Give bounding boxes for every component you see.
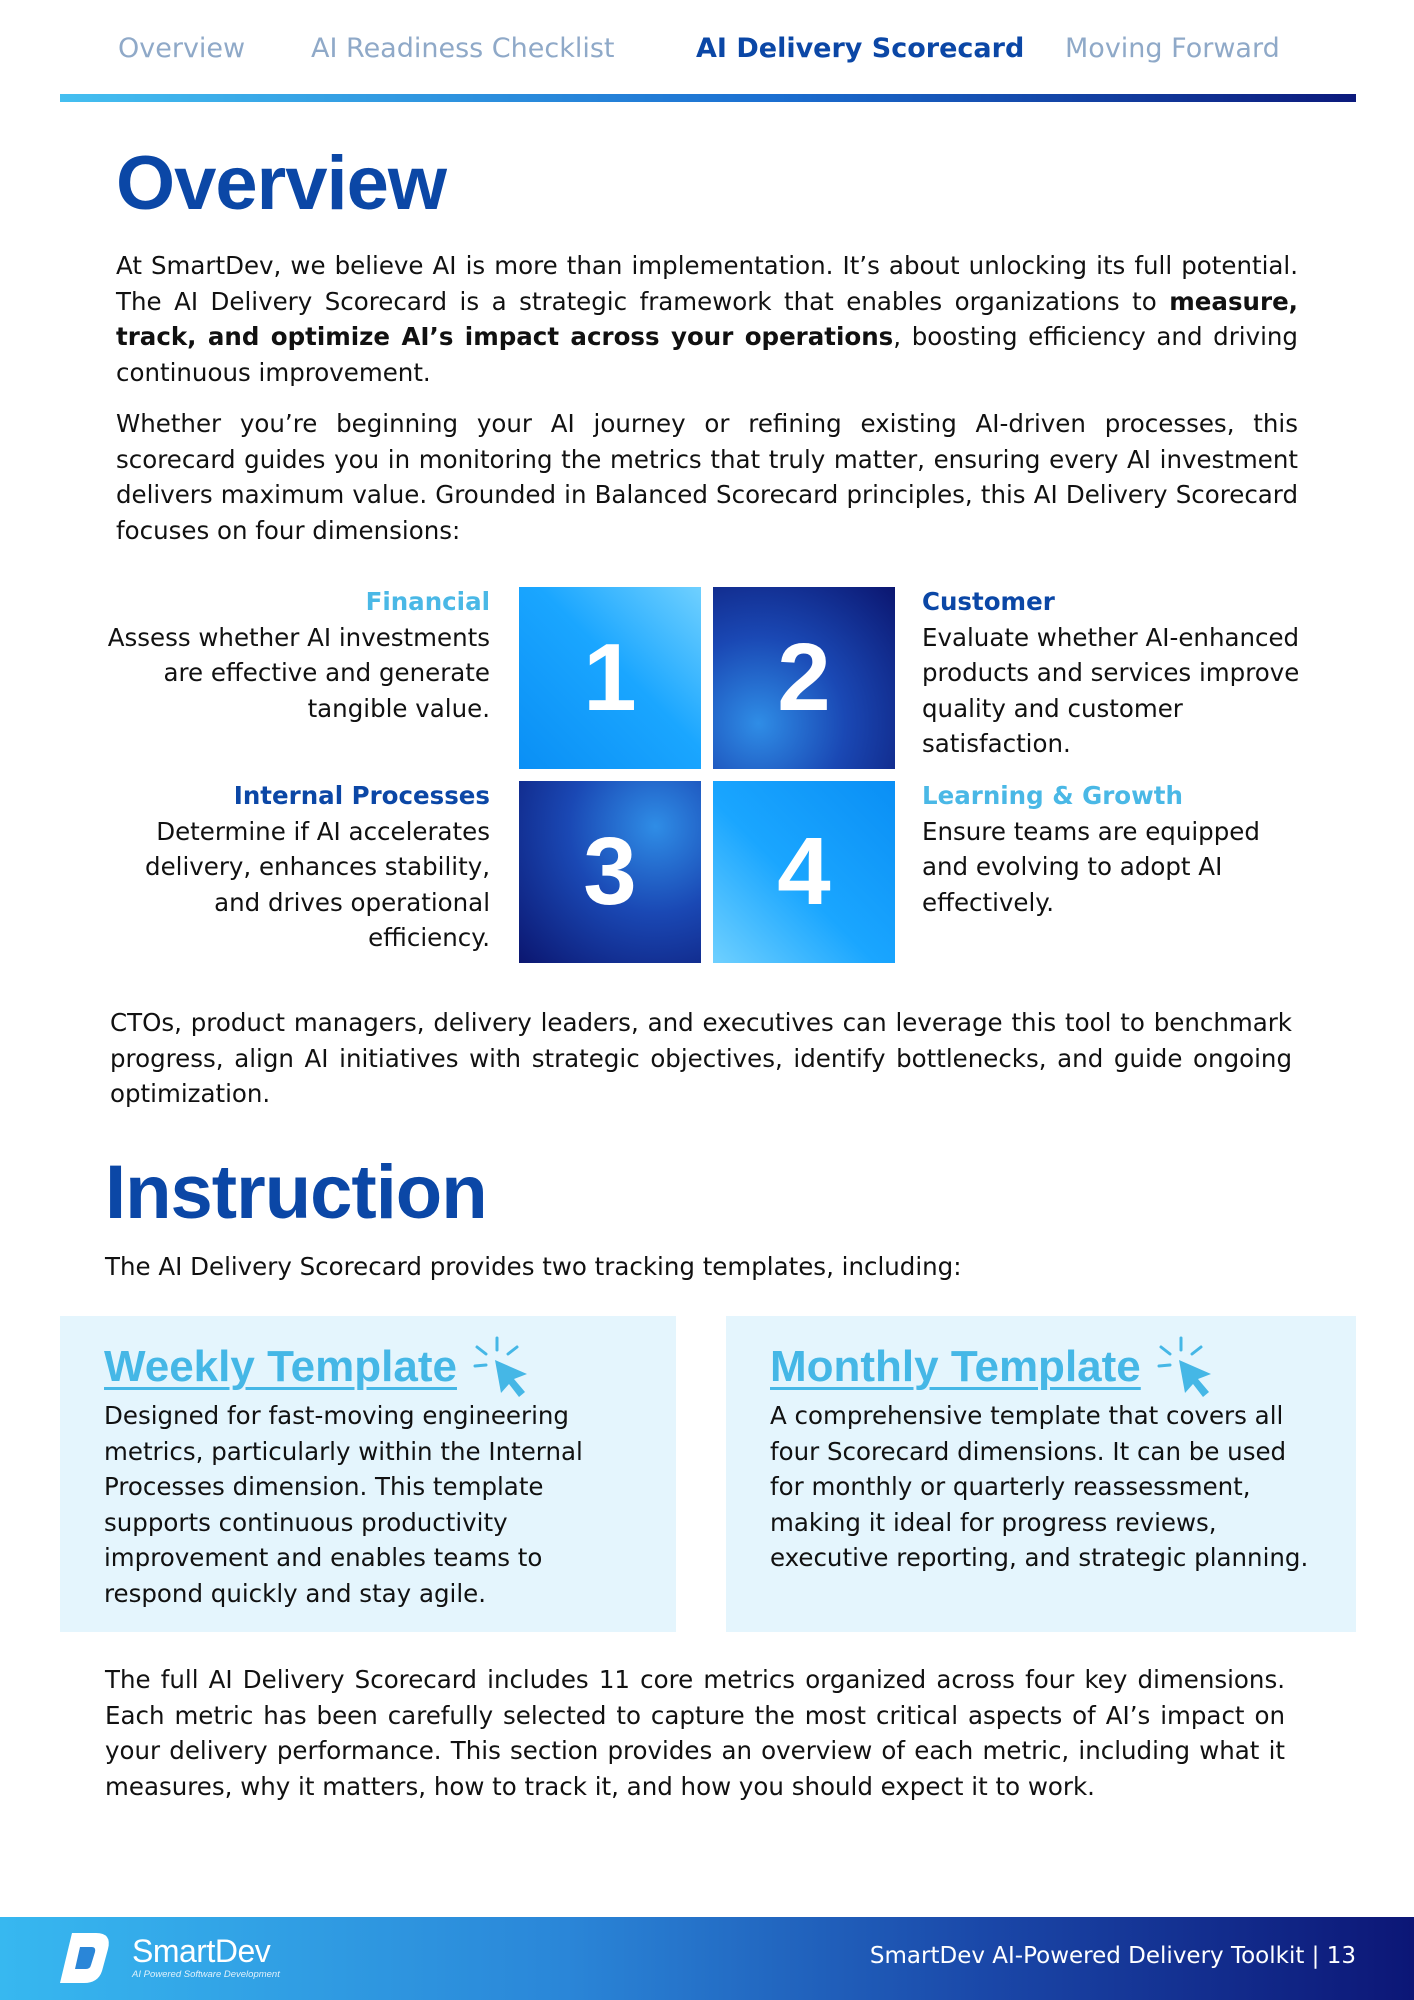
dimension-internal-processes xyxy=(100,778,490,956)
monthly-template-link[interactable]: Monthly Template xyxy=(770,1342,1141,1391)
overview-paragraph-1-text-end: , boosting efficiency and driving continuous improvement. xyxy=(116,322,1298,387)
tab-overview[interactable]: Overview xyxy=(118,33,246,64)
dimension-financial-title: Financial xyxy=(365,587,490,616)
overview-heading: Overview xyxy=(116,141,446,226)
dimension-internal-processes-description: Determine if AI accelerates delivery, enhances stability, and drives operational efficiency. xyxy=(145,816,490,952)
logo-tagline: AI Powered Software Development xyxy=(132,1969,280,1980)
instruction-outro: The full AI Delivery Scorecard includes 11 core metrics organized across four key dimensions. Each metric has been carefully selected to capture the most critical aspects of AI’s impact on your delivery performance. This section provides an overview of each metric, including what it measures, why it matters, how to track it, and how you should expect it to work. xyxy=(105,1665,1285,1801)
smartdev-logo-icon xyxy=(58,1931,114,1985)
tab-ai-delivery-scorecard[interactable]: AI Delivery Scorecard xyxy=(696,33,1025,64)
overview-paragraph-3: CTOs, product managers, delivery leaders, and executives can leverage this tool to benchmark progress, align AI initiatives with strategic objectives, identify bottlenecks, and guide ongoing optimization. xyxy=(110,1008,1292,1108)
instruction-heading: Instruction xyxy=(105,1150,487,1235)
dimension-financial xyxy=(100,584,490,726)
dimension-customer xyxy=(922,584,1312,762)
dimension-learning-growth-title: Learning & Growth xyxy=(922,781,1183,810)
tab-moving-forward[interactable]: Moving Forward xyxy=(1065,33,1280,64)
dimension-tile-3: 3 xyxy=(519,781,701,963)
overview-paragraph-2: Whether you’re beginning your AI journey or refining existing AI-driven processes, this scorecard guides you in monitoring the metrics that truly matter, ensuring every AI investment delivers maximum value. Grounded in Balanced Scorecard principles, this AI Delivery Scorecard focuses on four dimensions: xyxy=(116,409,1298,545)
nav-underline-divider xyxy=(60,94,1356,102)
monthly-template-title-row xyxy=(770,1334,1219,1400)
weekly-template-description: Designed for fast-moving engineering metrics, particularly within the Internal Processes dimension. This template supports continuous productivity improvement and enables teams to respond quickly and stay agile. xyxy=(104,1401,583,1608)
dimension-customer-title: Customer xyxy=(922,587,1055,616)
weekly-template-link[interactable]: Weekly Template xyxy=(104,1342,457,1391)
footer-page-label: SmartDev AI-Powered Delivery Toolkit | 13 xyxy=(869,1943,1356,1969)
smartdev-logo xyxy=(58,1931,280,1985)
dimension-tile-1: 1 xyxy=(519,587,701,769)
dimension-learning-growth xyxy=(922,778,1302,920)
logo-name: SmartDev xyxy=(132,1933,271,1969)
overview-paragraph-1-highlight: measure, track, and optimize AI’s impact across your operations xyxy=(116,286,1298,351)
monthly-template-description: A comprehensive template that covers all four Scorecard dimensions. It can be used for monthly or quarterly reassessment, making it ideal for progress reviews, executive reporting, and strategic planning. xyxy=(770,1401,1309,1572)
cursor-click-icon[interactable] xyxy=(1153,1334,1219,1400)
top-navigation xyxy=(0,0,1414,100)
overview-paragraph-1-text: At SmartDev, we believe AI is more than implementation. It’s about unlocking its full potential. The AI Delivery Scorecard is a strategic framework that enables organizations to xyxy=(116,251,1298,316)
dimension-tile-4: 4 xyxy=(713,781,895,963)
weekly-template-title-row xyxy=(104,1334,535,1400)
page-footer xyxy=(0,1917,1414,2000)
monthly-template-card xyxy=(726,1316,1356,1632)
dimension-financial-description: Assess whether AI investments are effective and generate tangible value. xyxy=(107,622,490,723)
overview-paragraph-1 xyxy=(116,248,1298,390)
dimension-internal-processes-title: Internal Processes xyxy=(233,781,490,810)
smartdev-logo-wordmark xyxy=(132,1934,280,1982)
cursor-click-icon[interactable] xyxy=(469,1334,535,1400)
instruction-intro: The AI Delivery Scorecard provides two tracking templates, including: xyxy=(105,1252,962,1281)
weekly-template-card xyxy=(60,1316,676,1632)
dimension-learning-growth-description: Ensure teams are equipped and evolving to adopt AI effectively. xyxy=(922,816,1260,917)
tab-ai-readiness-checklist[interactable]: AI Readiness Checklist xyxy=(311,33,615,64)
dimension-customer-description: Evaluate whether AI-enhanced products and services improve quality and customer satisfaction. xyxy=(922,622,1300,758)
dimension-tile-2: 2 xyxy=(713,587,895,769)
